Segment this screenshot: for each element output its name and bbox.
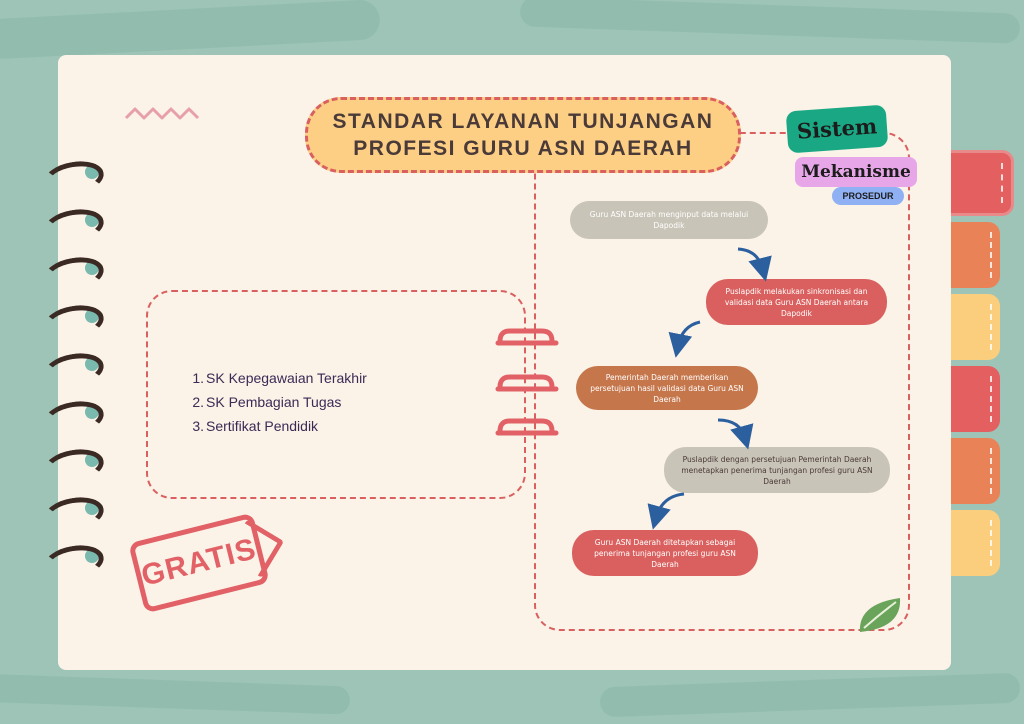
background-stroke [520,0,1021,44]
sistem-badge: Sistem [786,105,889,154]
title-line-1: STANDAR LAYANAN TUNJANGAN [332,110,714,133]
requirements-list [190,366,367,438]
gratis-stamp: GRATIS [128,513,270,614]
connector-clips [494,325,560,445]
background-stroke [0,673,350,714]
zigzag-decoration [124,104,200,124]
leaf-icon [856,594,904,636]
mekanisme-badge: Mekanisme [795,157,917,187]
procedure-step-5: Guru ASN Daerah ditetapkan sebagai penerima tunjangan profesi guru ASN Daerah [572,530,758,576]
procedure-step-2: Puslapdik melakukan sinkronisasi dan validasi data Guru ASN Daerah antara Dapodik [706,279,887,325]
prosedur-badge: PROSEDUR [832,187,904,205]
background-stroke [0,0,381,61]
list-item: 3. Sertifikat Pendidik [192,418,319,434]
title-line-2: PROFESI GURU ASN DAERAH [353,137,693,160]
list-item: 2. SK Pembagian Tugas [192,394,342,410]
procedure-step-3: Pemerintah Daerah memberikan persetujuan hasil validasi data Guru ASN Daerah [576,366,758,410]
procedure-step-4: Puslapdik dengan persetujuan Pemerintah Daerah menetapkan penerima tunjangan profesi guru ASN Daerah [664,447,890,493]
page-title [305,97,741,173]
list-item: 1. SK Kepegawaian Terakhir [192,370,367,386]
background-stroke [600,673,1021,718]
procedure-step-1: Guru ASN Daerah menginput data melalui Dapodik [570,201,768,239]
